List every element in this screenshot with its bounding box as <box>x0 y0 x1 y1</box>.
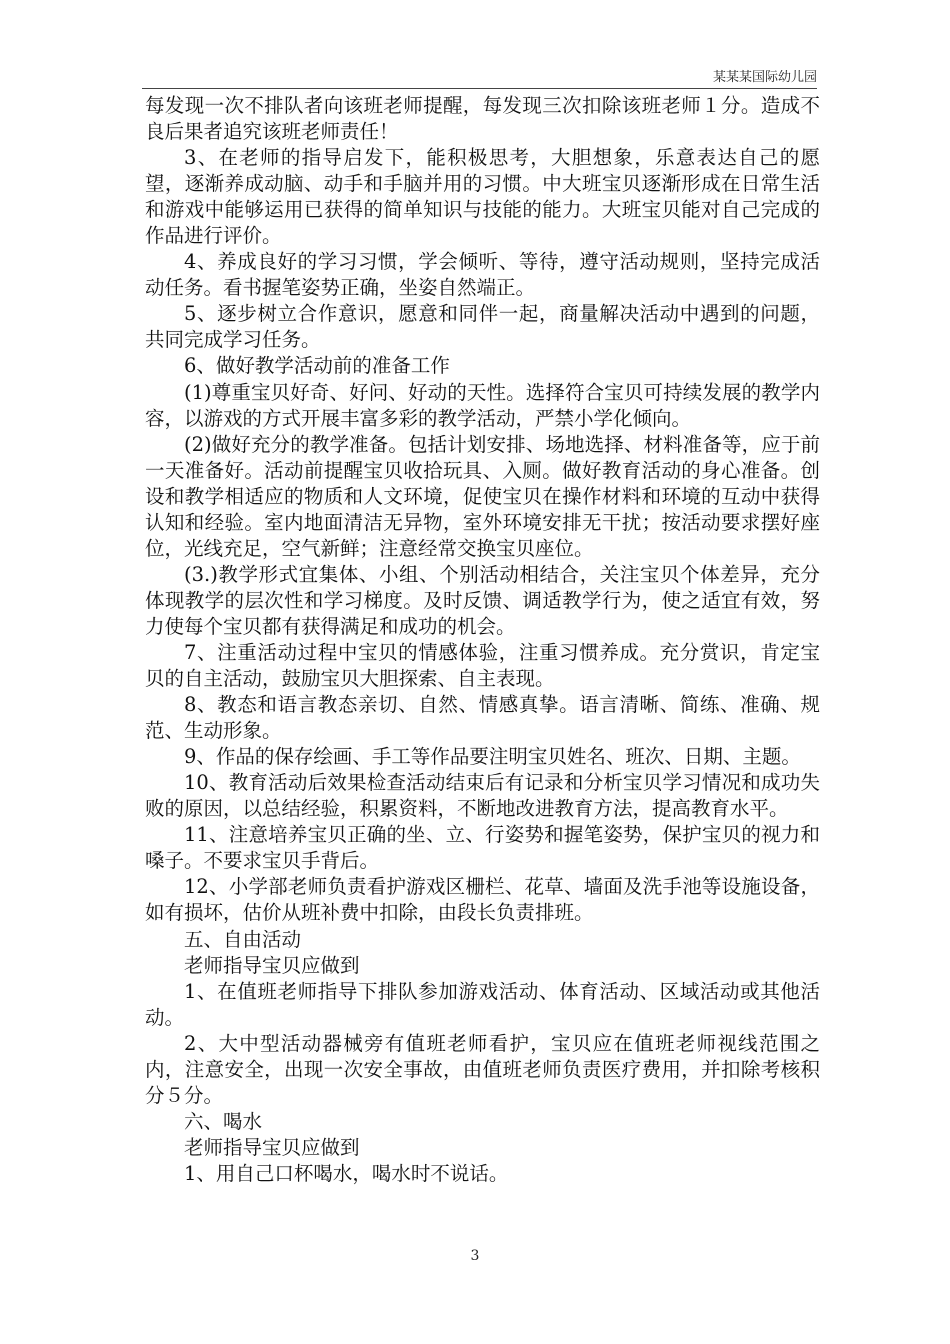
paragraph: 3、在老师的指导启发下，能积极思考，大胆想象，乐意表达自己的愿望，逐渐养成动脑、动手和手脑并用的习惯。中大班宝贝逐渐形成在日常生活和游戏中能够运用已获得的简单知识与技能的能力。大班宝贝能对自己完成的作品进行评价。 <box>145 146 820 248</box>
paragraph: 10、教育活动后效果检查活动结束后有记录和分析宝贝学习情况和成功失败的原因，以总结经验，积累资料，不断地改进教育方法，提高教育水平。 <box>145 771 820 821</box>
paragraph: 6、做好教学活动前的准备工作 <box>184 354 450 378</box>
section-heading: 六、喝水 <box>184 1109 263 1133</box>
paragraph: 4、养成良好的学习习惯，学会倾听、等待，遵守活动规则，坚持完成活动任务。看书握笔姿势正确，坐姿自然端正。 <box>145 250 820 300</box>
header-rule <box>142 88 817 89</box>
paragraph: 9、作品的保存绘画、手工等作品要注明宝贝姓名、班次、日期、主题。 <box>184 745 801 769</box>
header-org-name: 某某某国际幼儿园 <box>712 70 817 85</box>
paragraph: 老师指导宝贝应做到 <box>184 1135 360 1159</box>
paragraph: 5、逐步树立合作意识，愿意和同伴一起，商量解决活动中遇到的问题，共同完成学习任务。 <box>145 302 820 352</box>
paragraph: 8、教态和语言教态亲切、自然、情感真挚。语言清晰、简练、准确、规范、生动形象。 <box>145 693 820 743</box>
paragraph: 11、注意培养宝贝正确的坐、立、行姿势和握笔姿势，保护宝贝的视力和嗓子。不要求宝贝手背后。 <box>145 823 820 873</box>
paragraph: 12、小学部老师负责看护游戏区栅栏、花草、墙面及洗手池等设施设备，如有损坏，估价从班补费中扣除，由段长负责排班。 <box>145 875 820 925</box>
paragraph: (3.)教学形式宜集体、小组、个别活动相结合，关注宝贝个体差异，充分体现教学的层次性和学习梯度。及时反馈、调适教学行为，使之适宜有效，努力使每个宝贝都有获得满足和成功的机会。 <box>145 562 820 638</box>
paragraph: (2)做好充分的教学准备。包括计划安排、场地选择、材料准备等，应于前一天准备好。活动前提醒宝贝收拾玩具、入厕。做好教育活动的身心准备。创设和教学相适应的物质和人文环境，促使宝贝在操作材料和环境的互动中获得认知和经验。室内地面清洁无异物，室外环境安排无干扰；按活动要求摆好座位，光线充足，空气新鲜；注意经常交换宝贝座位。 <box>145 432 820 560</box>
paragraph: 老师指导宝贝应做到 <box>184 953 360 977</box>
paragraph: 2、大中型活动器械旁有值班老师看护，宝贝应在值班老师视线范围之内，注意安全，出现一次安全事故，由值班老师负责医疗费用，并扣除考核积分５分。 <box>145 1031 820 1107</box>
section-heading: 五、自由活动 <box>184 927 302 951</box>
paragraph: 每发现一次不排队者向该班老师提醒，每发现三次扣除该班老师１分。造成不良后果者追究该班老师责任！ <box>145 94 820 144</box>
page-number: 3 <box>470 1248 480 1264</box>
document-body <box>145 93 820 1187</box>
paragraph: (1)尊重宝贝好奇、好问、好动的天性。选择符合宝贝可持续发展的教学内容，以游戏的方式开展丰富多彩的教学活动，严禁小学化倾向。 <box>145 380 820 430</box>
paragraph: 1、在值班老师指导下排队参加游戏活动、体育活动、区域活动或其他活动。 <box>145 979 820 1029</box>
paragraph: 7、注重活动过程中宝贝的情感体验，注重习惯养成。充分赏识，肯定宝贝的自主活动，鼓励宝贝大胆探索、自主表现。 <box>145 640 820 691</box>
paragraph: 1、用自己口杯喝水，喝水时不说话。 <box>184 1161 509 1185</box>
